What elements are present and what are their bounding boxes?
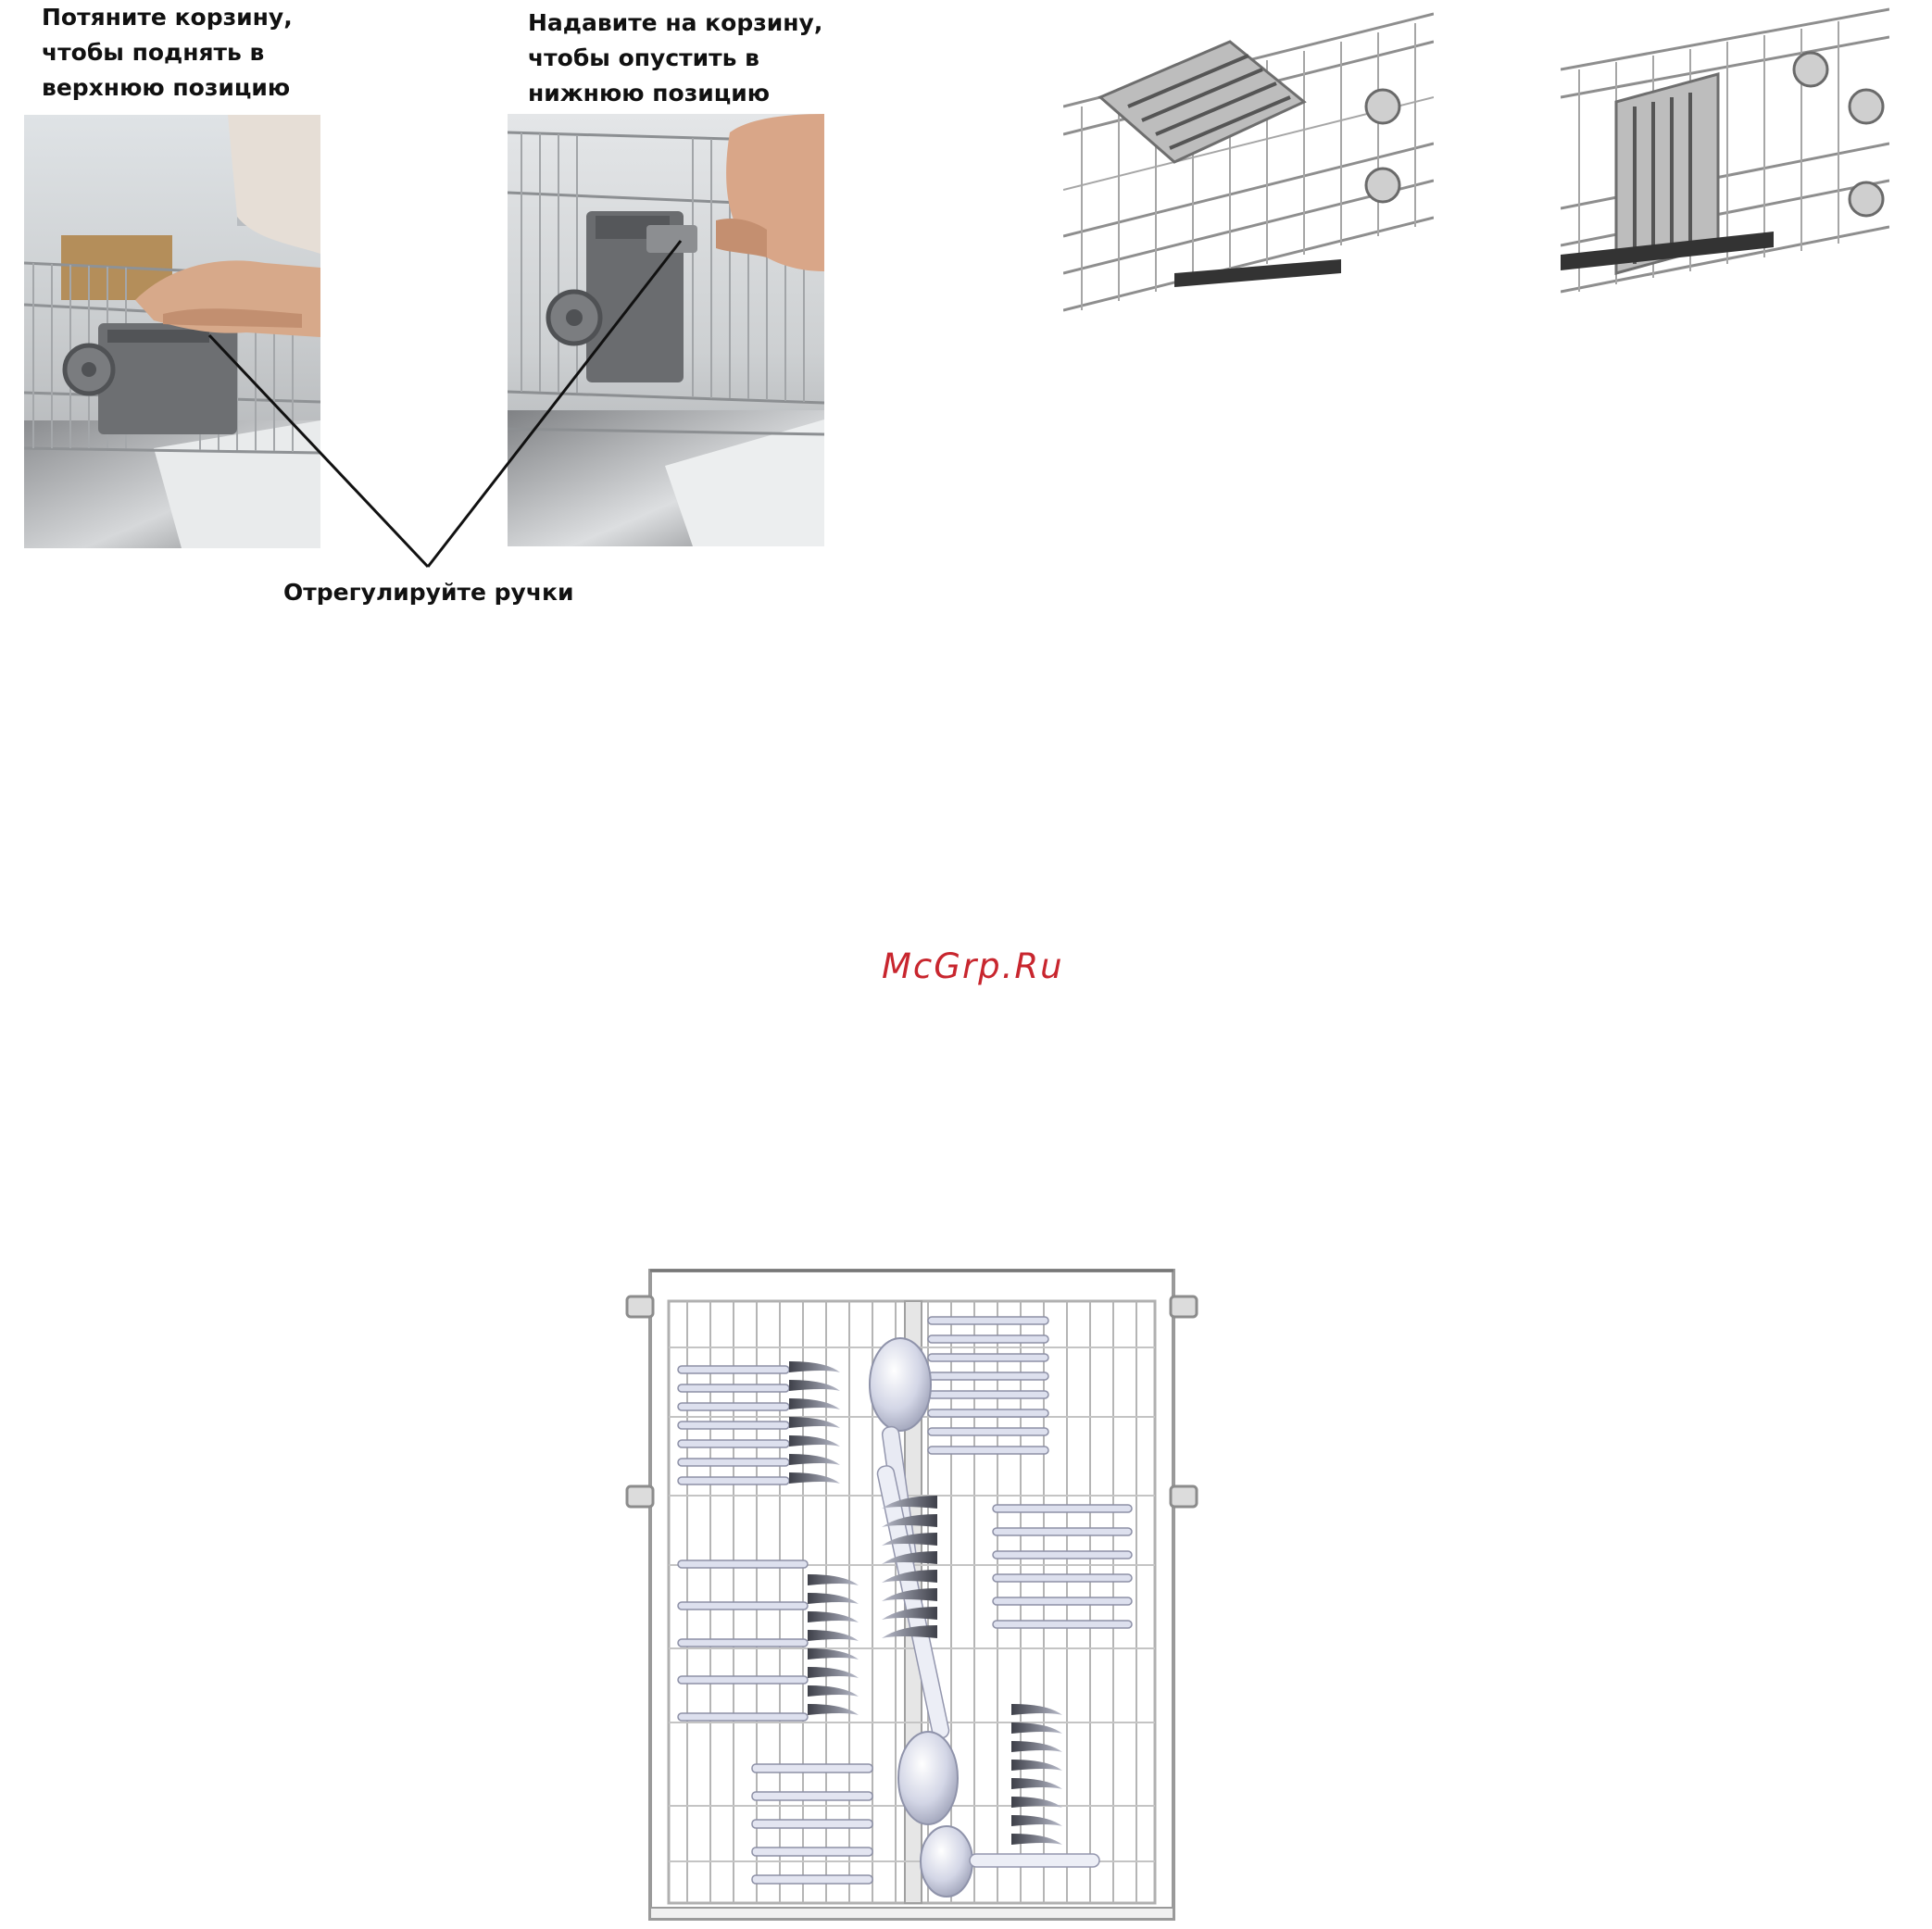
pull-basket-photo [24,115,320,548]
pull-basket-caption: Потяните корзину, чтобы поднять в верхнюю позицию [42,4,293,101]
rack-flap-down-drawing [1561,5,1889,315]
push-basket-caption: Надавите на корзину, чтобы опустить в нижнюю позицию [528,9,823,106]
push-basket-photo [508,114,824,546]
cutlery-tray-drawing [622,1259,1201,1926]
watermark-text: McGrp.Ru [882,946,1064,986]
adjust-handles-label: Отрегулируйте ручки [283,579,574,606]
rack-flap-up-drawing [1063,5,1434,333]
